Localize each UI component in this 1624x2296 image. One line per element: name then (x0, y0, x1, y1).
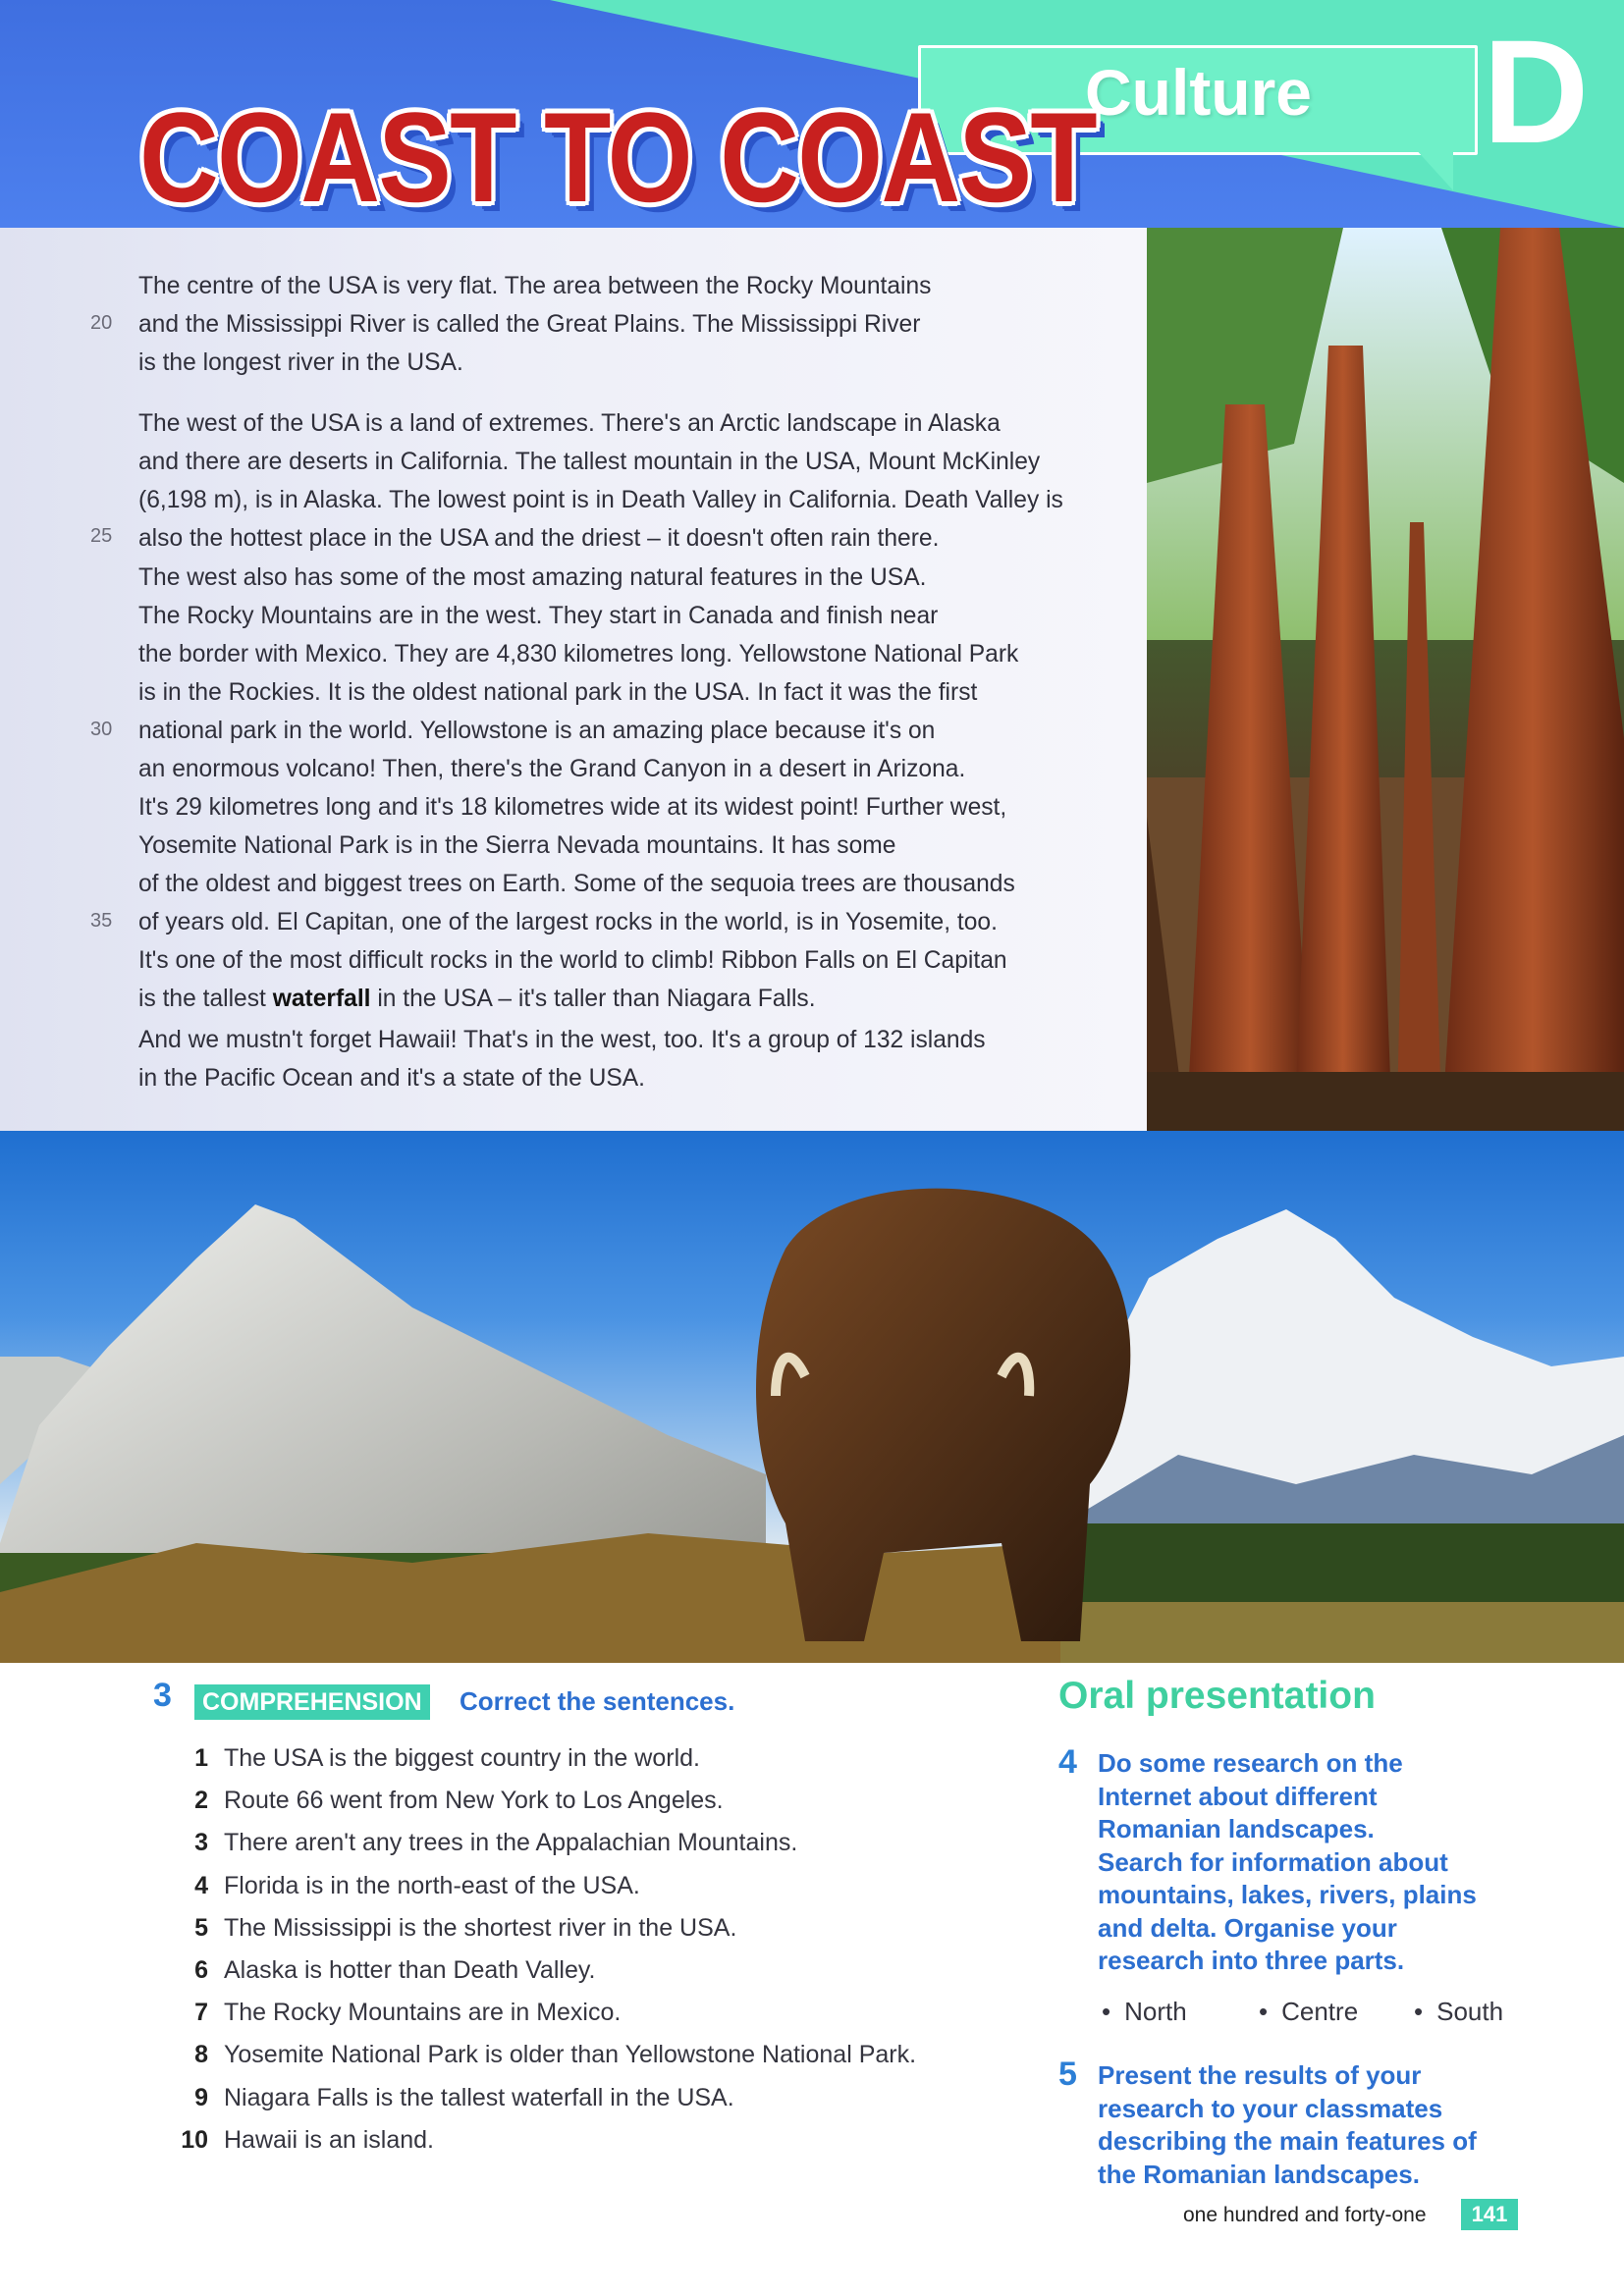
list-item (177, 2119, 1060, 2162)
text-line: The centre of the USA is very flat. The area between the Rocky Mountains (138, 273, 932, 299)
text-line: Yosemite National Park is in the Sierra Nevada mountains. It has some (138, 832, 896, 859)
text-line: The west also has some of the most amazing natural features in the USA. (138, 564, 927, 591)
text-line: The Rocky Mountains are in the west. They start in Canada and finish near (138, 603, 939, 629)
header-banner (0, 0, 1624, 228)
item-text: Hawaii is an island. (224, 2125, 434, 2154)
text-line: of the oldest and biggest trees on Earth. Some of the sequoia trees are thousands (138, 871, 1015, 897)
oral-presentation-heading: Oral presentation (1058, 1675, 1376, 1717)
item-number: 9 (194, 2083, 208, 2111)
text-line: also the hottest place in the USA and the driest – it doesn't often rain there. (138, 525, 940, 552)
unit-letter: D (1483, 9, 1590, 174)
exercise-instruction: Correct the sentences. (460, 1686, 735, 1716)
item-number: 10 (181, 2125, 208, 2154)
task-line: mountains, lakes, rivers, plains (1098, 1880, 1477, 1909)
task-line: Do some research on the (1098, 1748, 1403, 1778)
reading-paragraph-3 (138, 559, 1120, 1018)
item-number: 6 (194, 1955, 208, 1984)
text-line-with-bold (138, 980, 1120, 1018)
item-text: Niagara Falls is the tallest waterfall in the USA. (224, 2083, 734, 2111)
task-line: describing the main features of (1098, 2126, 1477, 2156)
list-item (177, 1780, 1060, 1822)
line-number: 25 (90, 525, 113, 547)
bullet-item: • Centre (1259, 1997, 1358, 2027)
item-number: 1 (194, 1744, 208, 1772)
reading-paragraph-4 (138, 1021, 1120, 1097)
task-number: 4 (1058, 1743, 1077, 1781)
list-item (177, 1907, 1060, 1949)
item-number: 4 (194, 1871, 208, 1899)
text-run: is the tallest (138, 986, 273, 1012)
item-text: The Mississippi is the shortest river in the USA. (224, 1913, 737, 1942)
task-line: research to your classmates (1098, 2093, 1443, 2123)
text-line: It's one of the most difficult rocks in the world to climb! Ribbon Falls on El Capitan (138, 947, 1007, 974)
exercise-number: 3 (153, 1677, 172, 1714)
item-number: 5 (194, 1913, 208, 1942)
list-item (177, 1949, 1060, 1992)
list-item (177, 2077, 1060, 2119)
reading-paragraph-2 (138, 404, 1120, 558)
text-line: and the Mississippi River is called the Great Plains. The Mississippi River (138, 311, 921, 338)
item-text: Yosemite National Park is older than Yellowstone National Park. (224, 2041, 917, 2069)
item-text: There aren't any trees in the Appalachian Mountains. (224, 1829, 798, 1857)
item-number: 2 (194, 1787, 208, 1815)
comprehension-sentence-list (177, 1737, 1060, 2162)
text-line: and there are deserts in California. The tallest mountain in the USA, Mount McKinley (138, 449, 1041, 475)
culture-tag-tail (1414, 147, 1453, 190)
sequoia-forest-photo (1147, 228, 1624, 1131)
bullet-item: • South (1414, 1997, 1503, 2027)
item-text: The USA is the biggest country in the world. (224, 1744, 700, 1772)
text-line: And we mustn't forget Hawaii! That's in the west, too. It's a group of 132 islands (138, 1027, 986, 1053)
page-number-words: one hundred and forty-one (1183, 2204, 1427, 2226)
task-number: 5 (1058, 2056, 1077, 2093)
item-text: Route 66 went from New York to Los Angeles. (224, 1787, 724, 1815)
task-line: the Romanian landscapes. (1098, 2159, 1420, 2189)
task-line: research into three parts. (1098, 1946, 1405, 1975)
page-number-badge: 141 (1461, 2199, 1518, 2230)
list-item (177, 1737, 1060, 1780)
text-line: an enormous volcano! Then, there's the Grand Canyon in a desert in Arizona. (138, 756, 966, 782)
text-line: is the longest river in the USA. (138, 349, 463, 376)
task-line: Search for information about (1098, 1846, 1448, 1877)
text-line: national park in the world. Yellowstone is an amazing place because it's on (138, 718, 936, 744)
text-line: The west of the USA is a land of extremes. There's an Arctic landscape in Alaska (138, 410, 1001, 437)
line-number: 35 (90, 910, 113, 932)
list-item (177, 1865, 1060, 1907)
line-number: 20 (90, 312, 113, 334)
list-item (177, 1822, 1060, 1864)
task-5-text (1098, 2059, 1530, 2191)
list-item (177, 1992, 1060, 2034)
text-run: in the USA – it's taller than Niagara Falls. (370, 986, 816, 1012)
task-line: Present the results of your (1098, 2060, 1422, 2090)
item-number: 7 (194, 1999, 208, 2027)
text-line: is in the Rockies. It is the oldest national park in the USA. In fact it was the first (138, 679, 978, 706)
bold-word-waterfall: waterfall (272, 986, 371, 1012)
landscape-illustration (0, 1131, 1624, 1663)
text-line: (6,198 m), is in Alaska. The lowest point is in Death Valley in California. Death Valley is (138, 487, 1063, 513)
item-number: 3 (194, 1829, 208, 1857)
text-line: It's 29 kilometres long and it's 18 kilometres wide at its widest point! Further west, (138, 794, 1007, 821)
item-text: Alaska is hotter than Death Valley. (224, 1955, 596, 1984)
task-line: Internet about different (1098, 1781, 1378, 1811)
text-line: of years old. El Capitan, one of the largest rocks in the world, is in Yosemite, too. (138, 909, 998, 935)
list-item (177, 2034, 1060, 2076)
task-line: and delta. Organise your (1098, 1912, 1397, 1943)
text-line: the border with Mexico. They are 4,830 kilometres long. Yellowstone National Park (138, 641, 1019, 667)
section-label: Culture (1085, 56, 1312, 129)
item-text: Florida is in the north-east of the USA. (224, 1871, 640, 1899)
reading-paragraph-1 (138, 267, 1120, 382)
item-text: The Rocky Mountains are in Mexico. (224, 1999, 622, 2027)
item-number: 8 (194, 2041, 208, 2069)
bullet-item: • North (1102, 1997, 1187, 2027)
page-title: COAST TO COAST (139, 85, 1096, 228)
task-line: Romanian landscapes. (1098, 1814, 1375, 1843)
task-4-text (1098, 1747, 1530, 1978)
line-number: 30 (90, 719, 113, 740)
sequoia-forest-illustration (1147, 228, 1624, 1131)
text-line: in the Pacific Ocean and it's a state of the USA. (138, 1065, 645, 1092)
comprehension-badge: COMPREHENSION (194, 1684, 430, 1720)
landscape-photo (0, 1131, 1624, 1663)
